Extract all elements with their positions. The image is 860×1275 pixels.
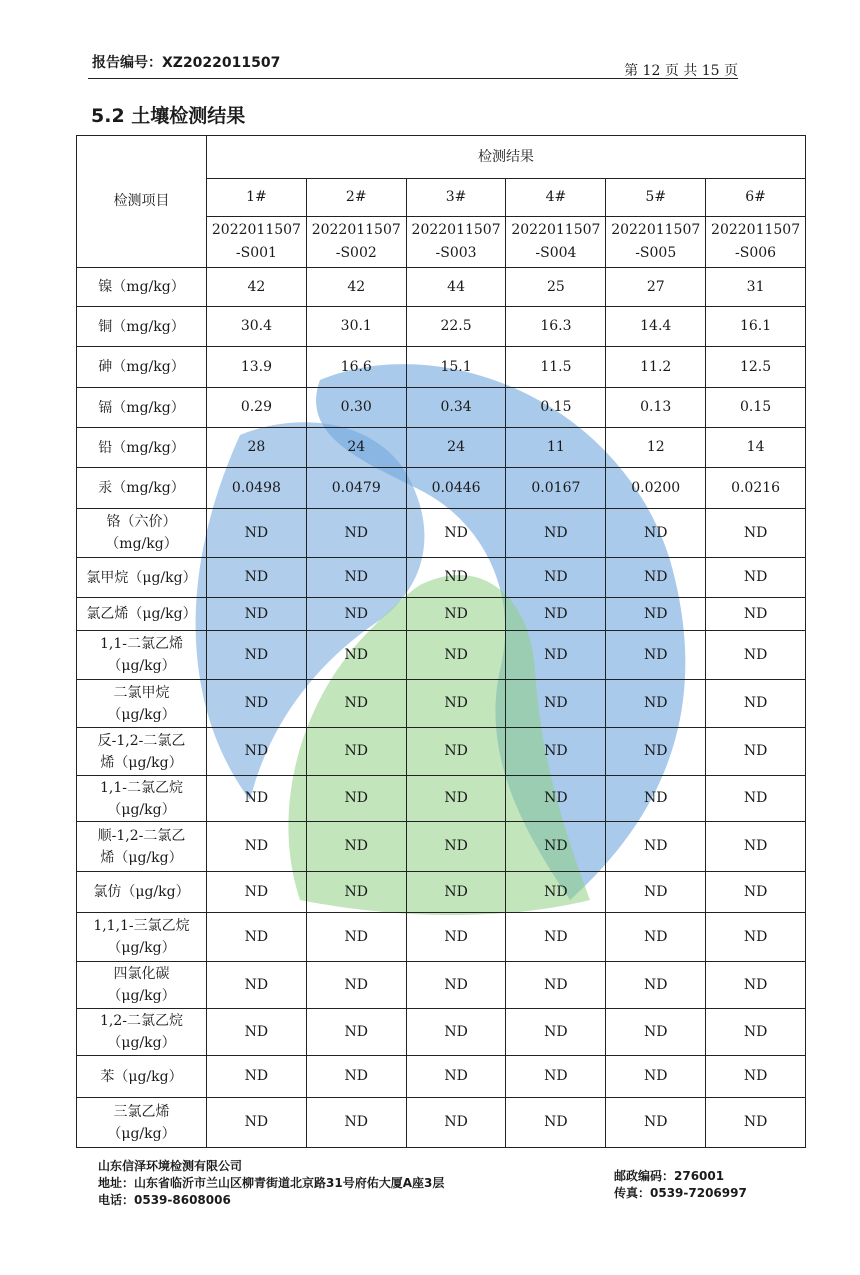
result-value: ND	[406, 509, 506, 558]
result-value: 14.4	[606, 307, 706, 347]
result-value: ND	[506, 680, 606, 728]
item-name: 氯仿（μg/kg）	[77, 872, 207, 913]
result-value: ND	[606, 509, 706, 558]
company-phone: 电话：0539-8608006	[98, 1193, 231, 1207]
result-value: ND	[207, 680, 307, 728]
result-value: ND	[706, 631, 806, 680]
result-value: 12	[606, 428, 706, 468]
result-value: 0.15	[506, 388, 606, 428]
result-value: 11	[506, 428, 606, 468]
result-value: ND	[406, 558, 506, 598]
result-value: 28	[207, 428, 307, 468]
table-row	[77, 631, 806, 680]
result-value: ND	[406, 1009, 506, 1056]
table-row	[77, 1098, 806, 1148]
result-value: 0.0479	[306, 468, 406, 509]
item-name: 苯（μg/kg）	[77, 1056, 207, 1098]
result-value: 16.1	[706, 307, 806, 347]
item-name: 镉（mg/kg）	[77, 388, 207, 428]
result-value: ND	[406, 1098, 506, 1148]
result-value: 14	[706, 428, 806, 468]
result-value: ND	[706, 776, 806, 822]
result-value: ND	[406, 822, 506, 872]
result-value: ND	[506, 822, 606, 872]
result-value: 0.0167	[506, 468, 606, 509]
table-row	[77, 1056, 806, 1098]
result-value: ND	[306, 962, 406, 1009]
result-value: ND	[606, 872, 706, 913]
result-value: 0.0446	[406, 468, 506, 509]
soil-results-table	[76, 135, 806, 1148]
result-value: 12.5	[706, 347, 806, 388]
item-name: 二氯甲烷 （μg/kg）	[77, 680, 207, 728]
result-value: ND	[306, 728, 406, 776]
item-name: 反-1,2-二氯乙 烯（μg/kg）	[77, 728, 207, 776]
result-value: ND	[207, 598, 307, 631]
result-value: ND	[606, 913, 706, 962]
item-header: 检测项目	[77, 136, 207, 268]
sample-id: 2022011507 -S005	[606, 217, 706, 268]
result-value: ND	[606, 1056, 706, 1098]
sample-id: 2022011507 -S003	[406, 217, 506, 268]
result-value: ND	[406, 680, 506, 728]
table-row	[77, 388, 806, 428]
result-value: ND	[506, 509, 606, 558]
result-value: 0.0498	[207, 468, 307, 509]
result-value: ND	[506, 872, 606, 913]
item-name: 铅（mg/kg）	[77, 428, 207, 468]
result-value: ND	[706, 728, 806, 776]
item-name: 氯甲烷（μg/kg）	[77, 558, 207, 598]
item-name: 铬（六价） （mg/kg）	[77, 509, 207, 558]
result-value: ND	[506, 728, 606, 776]
table-row	[77, 680, 806, 728]
result-value: ND	[506, 776, 606, 822]
item-name: 三氯乙烯 （μg/kg）	[77, 1098, 207, 1148]
point-label: 5#	[606, 179, 706, 217]
result-value: 16.3	[506, 307, 606, 347]
result-value: 0.34	[406, 388, 506, 428]
section-title: 5.2 土壤检测结果	[91, 105, 246, 127]
item-name: 氯乙烯（μg/kg）	[77, 598, 207, 631]
result-value: ND	[306, 1098, 406, 1148]
result-value: ND	[506, 1056, 606, 1098]
result-value: ND	[406, 1056, 506, 1098]
company-address: 地址：山东省临沂市兰山区柳青街道北京路31号府佑大厦A座3层	[98, 1176, 445, 1190]
footer-right	[614, 1168, 747, 1202]
result-value: ND	[306, 509, 406, 558]
item-name: 砷（mg/kg）	[77, 347, 207, 388]
result-value: ND	[207, 962, 307, 1009]
result-value: 0.0200	[606, 468, 706, 509]
result-value: ND	[406, 776, 506, 822]
result-value: ND	[207, 1056, 307, 1098]
result-value: 30.1	[306, 307, 406, 347]
table-row	[77, 509, 806, 558]
result-value: ND	[706, 1098, 806, 1148]
result-value: ND	[606, 1009, 706, 1056]
result-value: 11.5	[506, 347, 606, 388]
result-value: 24	[406, 428, 506, 468]
result-value: ND	[306, 1056, 406, 1098]
result-value: ND	[306, 680, 406, 728]
result-value: ND	[306, 1009, 406, 1056]
table-row	[77, 558, 806, 598]
result-value: ND	[706, 913, 806, 962]
table-row	[77, 598, 806, 631]
result-value: ND	[306, 872, 406, 913]
result-value: ND	[606, 631, 706, 680]
table-row	[77, 1009, 806, 1056]
header-row-1	[77, 136, 806, 179]
result-value: ND	[506, 631, 606, 680]
result-value: 0.13	[606, 388, 706, 428]
result-value: ND	[606, 558, 706, 598]
result-value: 42	[207, 268, 307, 307]
results-header: 检测结果	[207, 136, 806, 179]
result-value: ND	[406, 962, 506, 1009]
header-divider	[88, 78, 738, 79]
item-name: 1,1-二氯乙烷 （μg/kg）	[77, 776, 207, 822]
result-value: 0.15	[706, 388, 806, 428]
result-value: ND	[207, 822, 307, 872]
result-value: ND	[306, 558, 406, 598]
result-value: ND	[706, 962, 806, 1009]
table-row	[77, 307, 806, 347]
report-number: 报告编号：XZ2022011507	[92, 55, 281, 71]
result-value: ND	[506, 598, 606, 631]
page-info: 第 12 页 共 15 页	[624, 63, 738, 79]
table-row	[77, 728, 806, 776]
result-value: ND	[207, 872, 307, 913]
result-value: 27	[606, 268, 706, 307]
result-value: ND	[207, 631, 307, 680]
result-value: ND	[606, 680, 706, 728]
table-row	[77, 428, 806, 468]
result-value: 0.30	[306, 388, 406, 428]
result-value: 25	[506, 268, 606, 307]
table-row	[77, 872, 806, 913]
result-value: ND	[207, 913, 307, 962]
item-name: 四氯化碳 （μg/kg）	[77, 962, 207, 1009]
table-row	[77, 776, 806, 822]
result-value: ND	[506, 558, 606, 598]
result-value: ND	[706, 872, 806, 913]
postcode: 邮政编码：276001	[614, 1169, 725, 1183]
result-value: ND	[406, 631, 506, 680]
company-name: 山东信泽环境检测有限公司	[98, 1159, 243, 1173]
result-value: ND	[207, 728, 307, 776]
result-value: ND	[406, 728, 506, 776]
result-value: ND	[606, 822, 706, 872]
result-value: 11.2	[606, 347, 706, 388]
result-value: 24	[306, 428, 406, 468]
result-value: ND	[506, 1098, 606, 1148]
result-value: ND	[506, 962, 606, 1009]
result-value: ND	[207, 1009, 307, 1056]
result-value: ND	[406, 872, 506, 913]
result-value: 42	[306, 268, 406, 307]
sample-id: 2022011507 -S006	[706, 217, 806, 268]
item-name: 顺-1,2-二氯乙 烯（μg/kg）	[77, 822, 207, 872]
result-value: ND	[706, 680, 806, 728]
item-name: 1,1-二氯乙烯 （μg/kg）	[77, 631, 207, 680]
result-value: ND	[306, 631, 406, 680]
result-value: ND	[606, 728, 706, 776]
result-value: ND	[306, 913, 406, 962]
result-value: ND	[706, 1009, 806, 1056]
result-value: ND	[706, 598, 806, 631]
table-row	[77, 962, 806, 1009]
result-value: 31	[706, 268, 806, 307]
result-value: ND	[406, 598, 506, 631]
result-value: 30.4	[207, 307, 307, 347]
table-row	[77, 347, 806, 388]
result-value: 13.9	[207, 347, 307, 388]
point-label: 4#	[506, 179, 606, 217]
result-value: ND	[306, 598, 406, 631]
result-value: 15.1	[406, 347, 506, 388]
result-value: ND	[706, 1056, 806, 1098]
result-value: ND	[207, 558, 307, 598]
table-row	[77, 913, 806, 962]
sample-id: 2022011507 -S001	[207, 217, 307, 268]
table-row	[77, 822, 806, 872]
item-name: 1,2-二氯乙烷 （μg/kg）	[77, 1009, 207, 1056]
result-value: ND	[606, 776, 706, 822]
table-row	[77, 268, 806, 307]
point-label: 3#	[406, 179, 506, 217]
result-value: ND	[606, 1098, 706, 1148]
result-value: 22.5	[406, 307, 506, 347]
result-value: ND	[207, 776, 307, 822]
result-value: ND	[606, 962, 706, 1009]
item-name: 1,1,1-三氯乙烷 （μg/kg）	[77, 913, 207, 962]
result-value: 0.29	[207, 388, 307, 428]
point-label: 6#	[706, 179, 806, 217]
sample-id: 2022011507 -S002	[306, 217, 406, 268]
table-row	[77, 468, 806, 509]
point-label: 2#	[306, 179, 406, 217]
result-value: ND	[506, 913, 606, 962]
result-value: ND	[406, 913, 506, 962]
footer-left	[98, 1158, 444, 1209]
sample-id: 2022011507 -S004	[506, 217, 606, 268]
result-value: 0.0216	[706, 468, 806, 509]
result-value: ND	[706, 558, 806, 598]
point-label: 1#	[207, 179, 307, 217]
item-name: 镍（mg/kg）	[77, 268, 207, 307]
result-value: ND	[306, 776, 406, 822]
result-value: ND	[207, 509, 307, 558]
fax: 传真：0539-7206997	[614, 1186, 747, 1200]
result-value: ND	[706, 509, 806, 558]
item-name: 铜（mg/kg）	[77, 307, 207, 347]
result-value: ND	[207, 1098, 307, 1148]
result-value: 16.6	[306, 347, 406, 388]
result-value: ND	[306, 822, 406, 872]
item-name: 汞（mg/kg）	[77, 468, 207, 509]
result-value: ND	[706, 822, 806, 872]
result-value: 44	[406, 268, 506, 307]
result-value: ND	[606, 598, 706, 631]
result-value: ND	[506, 1009, 606, 1056]
